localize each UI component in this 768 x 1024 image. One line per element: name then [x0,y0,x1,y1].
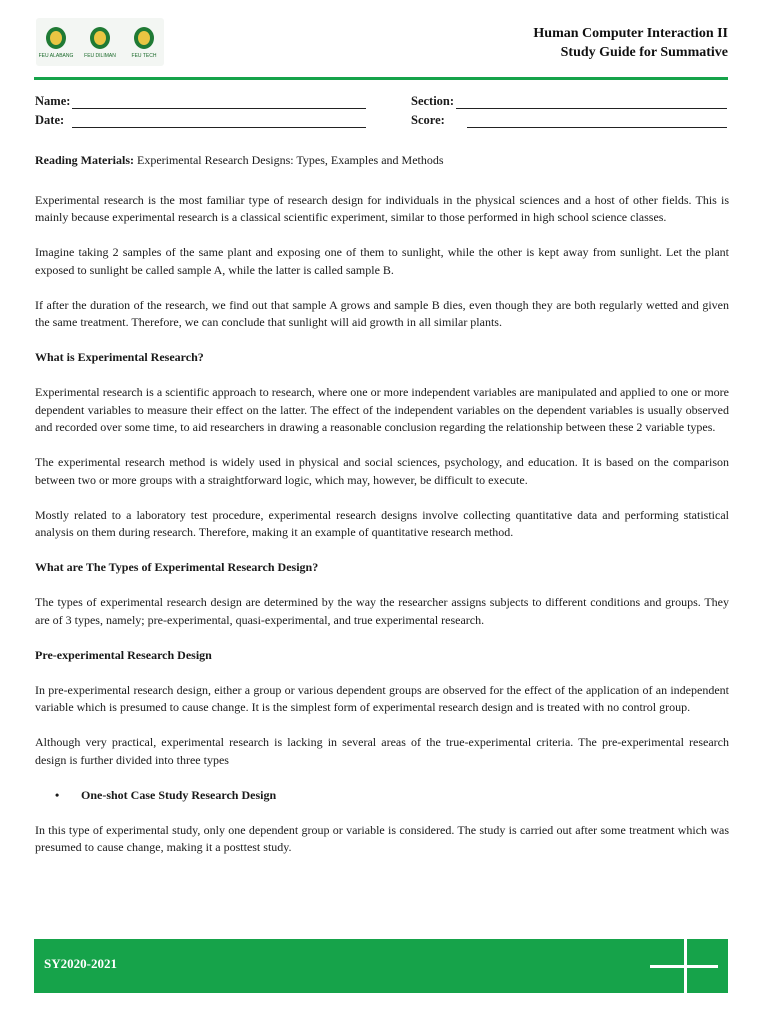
feu-alabang-seal-icon [45,26,67,50]
guide-title: Study Guide for Summative [560,45,728,60]
name-label: Name: [35,94,71,108]
document-header [533,24,728,62]
footer-bar [34,939,728,993]
study-guide-body [35,152,729,874]
section-heading: What are The Types of Experimental Research Design? [35,560,319,574]
section-line[interactable] [456,95,727,109]
section-label: Section: [411,94,455,108]
paragraph: Mostly related to a laboratory test procedure, experimental research designs involve collecting quantitative data and performing statistical analysis on them during research. Therefore, making it an example of quantitative research method. [35,507,729,539]
paragraph: Experimental research is a scientific approach to research, where one or more independent variables are manipulated and applied to one or more dependent variables to measure their effect on the latter. The effect of the independent variables on the dependent variables is usually observed and recorded over some time, to aid researchers in drawing a reasonable conclusion regarding the relationship between these 2 variable types. [35,385,729,434]
feu-tech-seal-icon [133,26,155,50]
section-heading: What is Experimental Research? [35,350,204,364]
header-divider [34,77,728,80]
footer-cross-icon [684,939,687,993]
name-line[interactable] [72,95,366,109]
reading-title: Experimental Research Designs: Types, Examples and Methods [133,153,444,167]
paragraph: In pre-experimental research design, either a group or various dependent groups are observed for the effect of the application of an independent variable which is presumed to cause change. It is the simplest form of experimental research design and is treated with no control group. [35,682,729,714]
section-field[interactable] [411,92,727,109]
bullet-dot-icon: • [55,787,60,802]
section-heading: Pre-experimental Research Design [35,647,212,662]
score-line[interactable] [467,114,727,128]
logo-label: FEU TECH [131,53,157,59]
paragraph: Experimental research is the most familiar type of research design for individuals in the physical sciences and a host of other fields. This is mainly because experimental research is a classical scientific experiment, similar to those performed in high school science classes. [35,192,729,224]
paragraph: The experimental research method is widely used in physical and social sciences, psychology, and education. It is based on the comparison between two or more groups with a straightforward logic, which may, however, be difficult to execute. [35,455,729,487]
reading-label: Reading Materials: [35,153,134,167]
date-line[interactable] [72,114,366,128]
reading-materials [35,152,729,170]
bullet-item [35,787,729,805]
score-label: Score: [411,113,445,127]
score-field[interactable] [411,111,727,128]
date-field[interactable] [35,111,366,128]
paragraph: If after the duration of the research, we find out that sample A grows and sample B dies, even though they are both regularly wetted and given the same treatment. Therefore, we can conclude that sunlight will aid growth in all similar plants. [35,297,729,329]
paragraph: Although very practical, experimental research is lacking in several areas of the true-experimental criteria. The pre-experimental research design is further divided into three types [35,735,729,767]
bullet-text: One-shot Case Study Research Design [81,787,277,802]
university-logos [36,18,164,66]
logo-label: FEU ALABANG [38,53,74,59]
paragraph: In this type of experimental study, only one dependent group or variable is considered. The study is carried out after some treatment which was presumed to cause change, making it a posttest study. [35,822,729,854]
paragraph: The types of experimental research design are determined by the way the researcher assigns subjects to different conditions and groups. They are of 3 types, namely; pre-experimental, quasi-experimental, and true experimental research. [35,595,729,627]
date-label: Date: [35,113,65,127]
name-field[interactable] [35,92,366,109]
school-year: SY2020-2021 [44,956,117,971]
paragraph: Imagine taking 2 samples of the same plant and exposing one of them to sunlight, while the other is kept away from sunlight. Let the plant exposed to sunlight be called sample A, while the latter is called sample B. [35,245,729,277]
course-title: Human Computer Interaction II [533,26,728,41]
feu-diliman-seal-icon [89,26,111,50]
logo-label: FEU DILIMAN [84,53,116,59]
